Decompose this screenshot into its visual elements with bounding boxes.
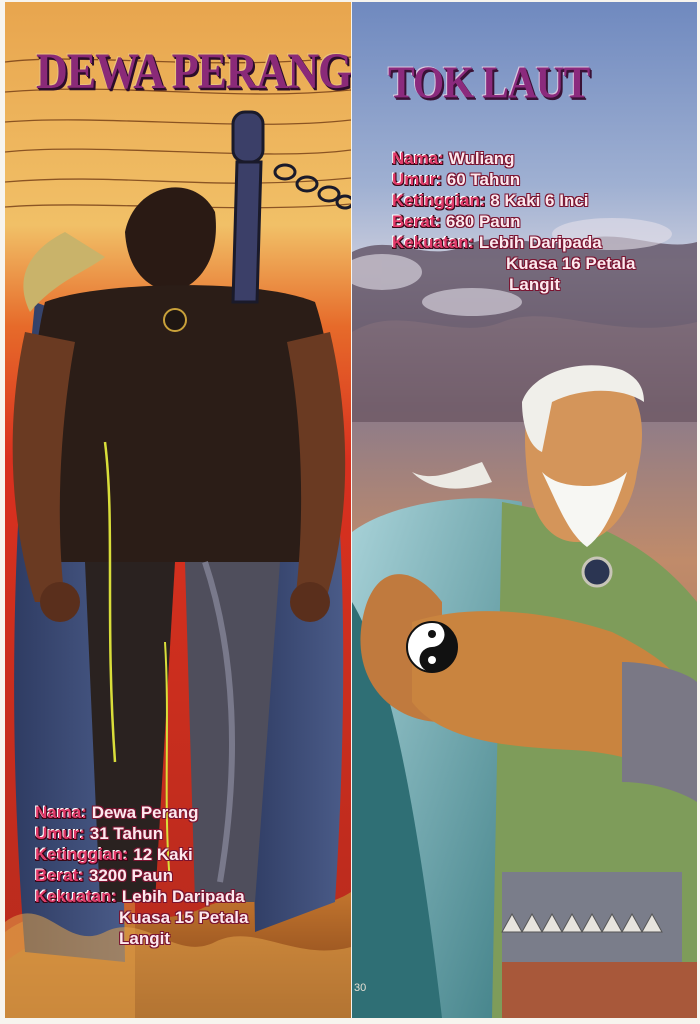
stat-value-power-line1: Lebih Daripada — [478, 233, 602, 252]
stat-label-weight: Berat: — [392, 212, 442, 231]
stat-value-power-line1: Lebih Daripada — [121, 887, 245, 906]
clasp-icon — [583, 558, 611, 586]
stat-label-name: Nama: — [35, 803, 87, 822]
stat-row-height — [35, 844, 248, 865]
clasp-icon — [164, 309, 186, 331]
tok-laut-panel — [352, 2, 697, 1018]
stat-row-age — [392, 169, 635, 190]
stat-label-weight: Berat: — [35, 866, 85, 885]
stat-label-name: Nama: — [392, 149, 444, 168]
dewa-perang-stats — [35, 802, 248, 949]
stat-label-age: Umur: — [35, 824, 86, 843]
stat-row-weight — [35, 865, 248, 886]
tok-laut-title: TOK LAUT — [388, 56, 590, 108]
page-number: 30 — [354, 982, 367, 994]
tok-laut-stats — [392, 148, 635, 295]
stat-row-height — [392, 190, 635, 211]
stat-value-weight: 680 Paun — [445, 212, 521, 231]
stat-row-age — [35, 823, 248, 844]
stat-value-age: 60 Tahun — [446, 170, 521, 189]
stat-value-height: 12 Kaki — [133, 845, 193, 864]
stat-label-height: Ketinggian: — [35, 845, 129, 864]
stat-row-weight — [392, 211, 635, 232]
stat-row-name — [35, 802, 248, 823]
stat-value-power-line2: Kuasa 15 Petala — [119, 908, 249, 927]
stat-row-power — [35, 886, 248, 907]
stat-value-power-line3: Langit — [509, 275, 560, 294]
dewa-perang-panel — [5, 2, 351, 1018]
stat-value-name: Dewa Perang — [91, 803, 199, 822]
stat-value-name: Wuliang — [448, 149, 515, 168]
stat-value-power-line2: Kuasa 16 Petala — [506, 254, 636, 273]
stat-value-weight: 3200 Paun — [88, 866, 173, 885]
stat-value-power-line3: Langit — [119, 929, 170, 948]
stat-row-power — [392, 232, 635, 253]
dewa-perang-title: DEWA PERANG — [36, 43, 351, 100]
stat-label-age: Umur: — [392, 170, 443, 189]
stat-value-height: 8 Kaki 6 Inci — [490, 191, 589, 210]
yin-yang-icon — [407, 622, 457, 672]
stat-value-age: 31 Tahun — [89, 824, 164, 843]
stat-label-power: Kekuatan: — [35, 887, 118, 906]
stat-row-name — [392, 148, 635, 169]
stat-label-height: Ketinggian: — [392, 191, 486, 210]
stat-label-power: Kekuatan: — [392, 233, 475, 252]
